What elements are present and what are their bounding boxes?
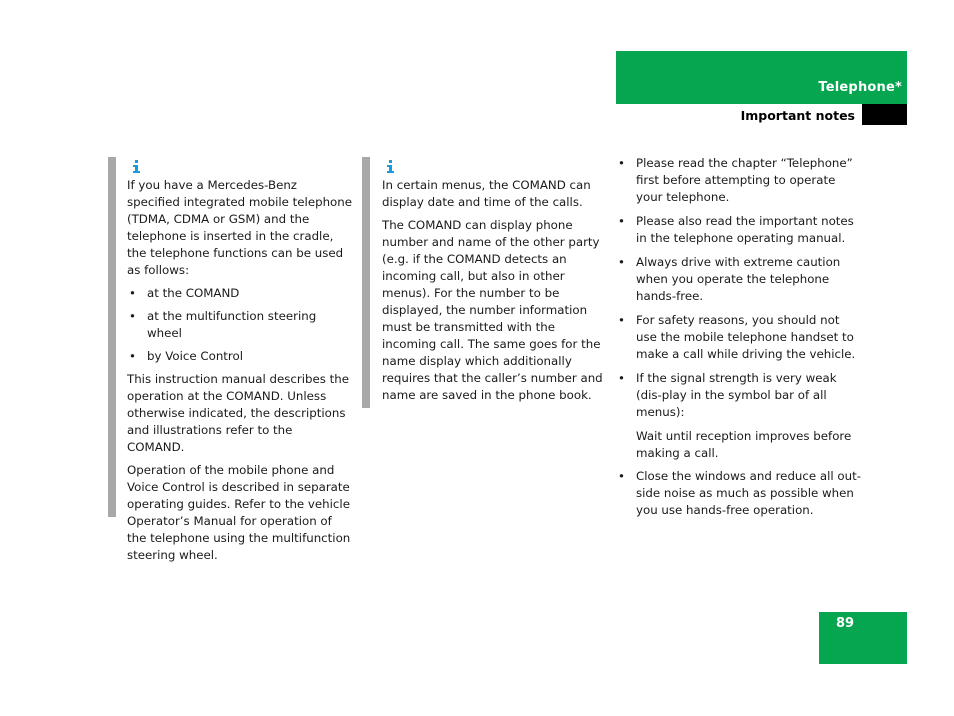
col1-paragraph-2: This instruction manual describes the operation at the COMAND. Unless otherwise indicated, the descriptions and illustrations refer to the COMAND. — [127, 372, 349, 454]
list-item: • Please also read the important notes in the telephone operating manual. — [616, 213, 861, 247]
info-icon — [382, 159, 398, 175]
col1-paragraph-3: Operation of the mobile phone and Voice Control is described in separate operating guides. Refer to the vehicle Operator’s Manual for operation of the telephone using the multifunction steering wheel. — [127, 463, 351, 562]
col3-wait-note: Wait until reception improves before making a call. — [636, 429, 852, 460]
info-sidebar — [362, 157, 370, 408]
info-icon — [128, 159, 144, 175]
info-sidebar — [108, 157, 116, 517]
col1-bullet-list — [127, 285, 352, 365]
col2-paragraph-2: The COMAND can display phone number and name of the other party (e.g. if the COMAND detects an incoming call, but also in other menus). For the number to be displayed, the number information must be transmitted with the incoming call. The same goes for the name display which additionally requires that the caller’s number and name are saved in the phone book. — [382, 218, 603, 402]
col2-paragraph-1: In certain menus, the COMAND can display date and time of the calls. — [382, 178, 591, 209]
column-3-content — [616, 155, 861, 526]
col3-bullet-list-2 — [616, 468, 861, 519]
page-number-tab — [819, 612, 907, 664]
list-item: • For safety reasons, you should not use the mobile telephone handset to make a call while driving the vehicle. — [616, 312, 861, 363]
column-2-content — [382, 177, 607, 410]
list-item: • at the multifunction steering wheel — [127, 308, 352, 342]
list-item: • Always drive with extreme caution when you operate the telephone hands-free. — [616, 254, 861, 305]
list-item: • at the COMAND — [127, 285, 352, 302]
col3-bullet-list — [616, 155, 861, 421]
list-item: • If the signal strength is very weak (dis-play in the symbol bar of all menus): — [616, 370, 861, 421]
subsection-marker — [862, 104, 907, 125]
list-item: • by Voice Control — [127, 348, 352, 365]
section-header-tab — [616, 51, 907, 104]
list-item: • Please read the chapter “Telephone” first before attempting to operate your telephone. — [616, 155, 861, 206]
list-item: • Close the windows and reduce all out-side noise as much as possible when you use hands-free operation. — [616, 468, 861, 519]
page-number: 89 — [835, 616, 855, 631]
section-title: Telephone* — [818, 80, 902, 95]
column-1-content — [127, 177, 352, 570]
col1-intro: If you have a Mercedes-Benz specified integrated mobile telephone (TDMA, CDMA or GSM) and the telephone is inserted in the cradle, the telephone functions can be used as follows: — [127, 178, 353, 277]
subsection-title: Important notes — [740, 108, 855, 123]
